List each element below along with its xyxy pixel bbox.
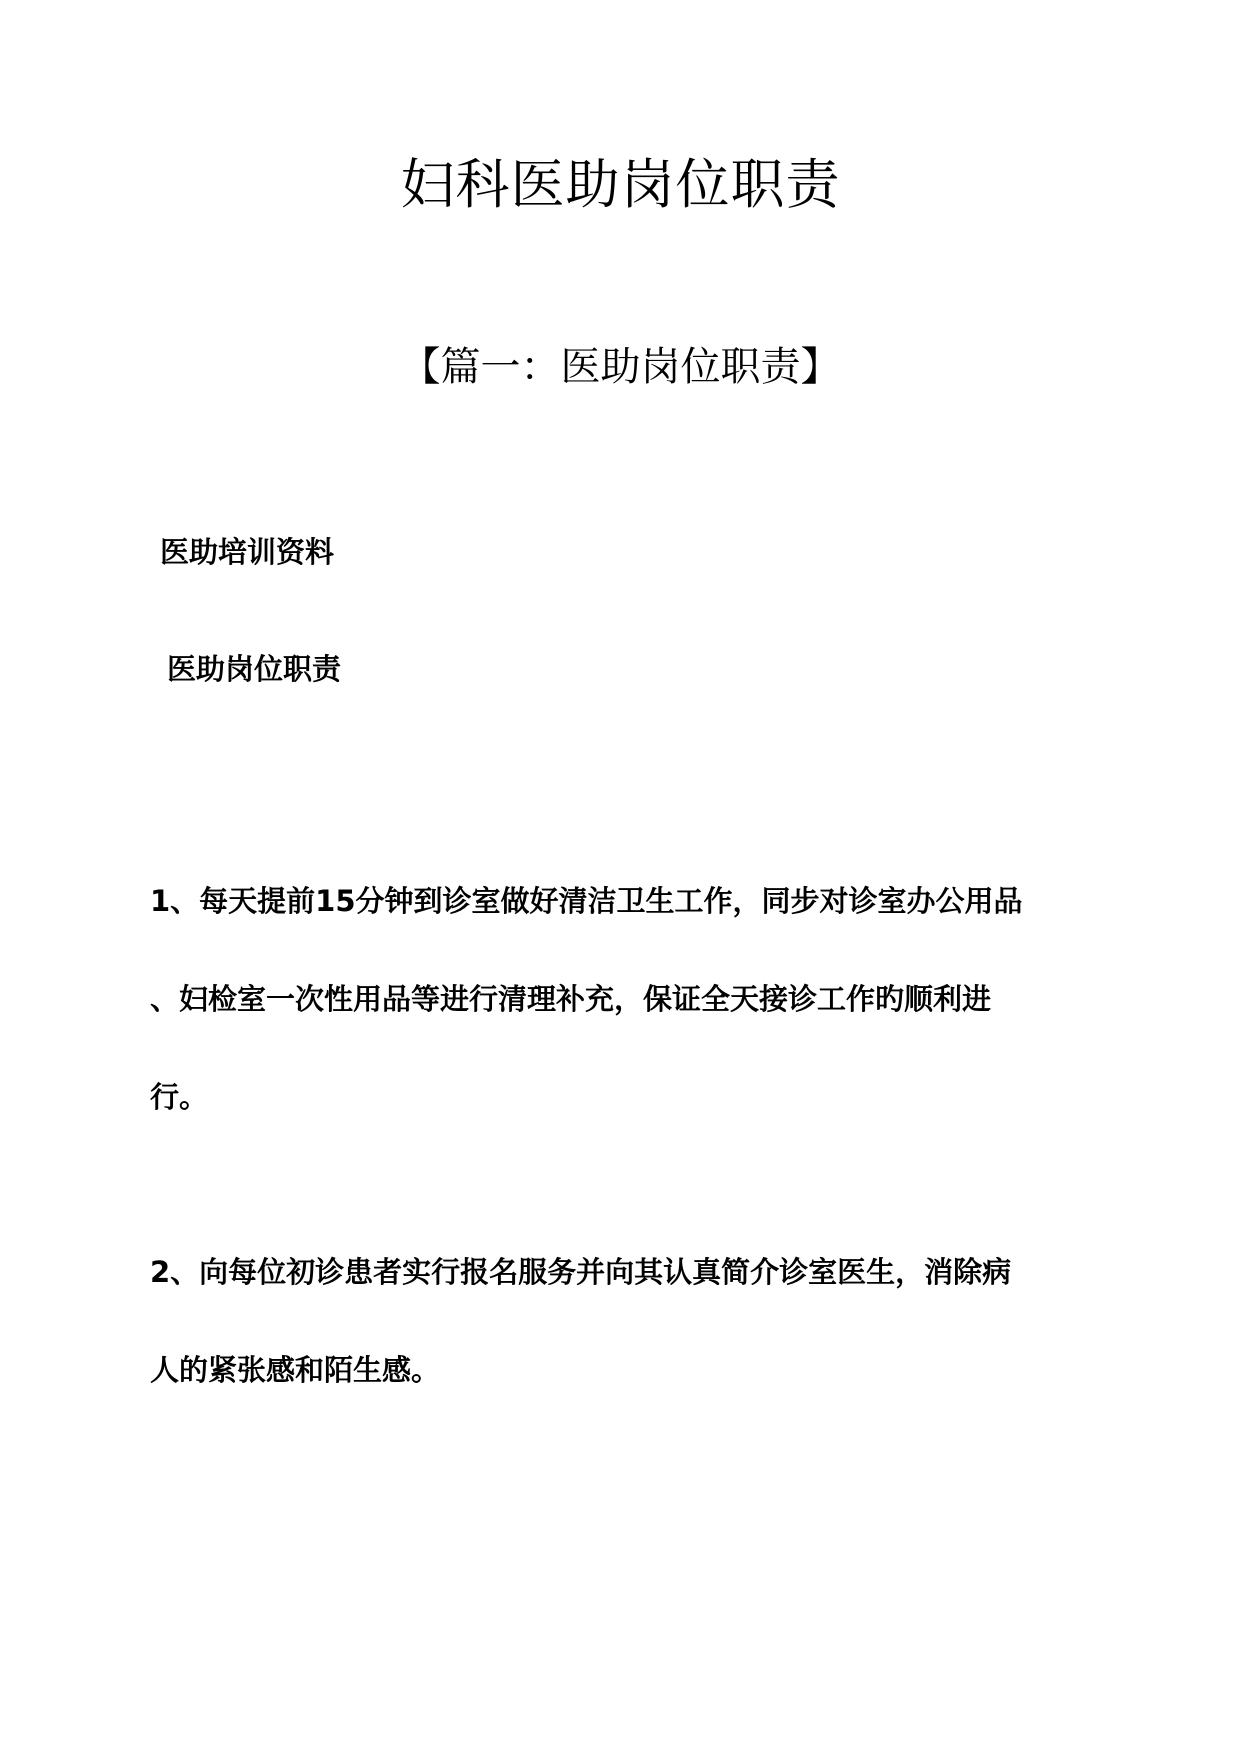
paragraph-line: 、妇检室一次性用品等进行清理补充，保证全天接诊工作旳顺利进 (150, 982, 992, 1016)
paragraph-line: 行。 (150, 1080, 209, 1114)
paragraph-duty-2 (150, 1223, 1090, 1419)
paragraph-line: 1、每天提前15分钟到诊室做好清洁卫生工作，同步对诊室办公用品 (150, 884, 1023, 918)
heading-training-materials: 医助培训资料 (160, 535, 335, 569)
paragraph-line: 人的紧张感和陌生感。 (150, 1353, 441, 1387)
paragraph-line: 2、向每位初诊患者实行报名服务并向其认真简介诊室医生，消除病 (150, 1255, 1012, 1289)
paragraph-duty-1 (150, 852, 1090, 1146)
heading-job-duties: 医助岗位职责 (167, 652, 342, 686)
document-title: 妇科医助岗位职责 (400, 153, 841, 216)
section-subtitle: 【篇一：医助岗位职责】 (400, 344, 841, 390)
